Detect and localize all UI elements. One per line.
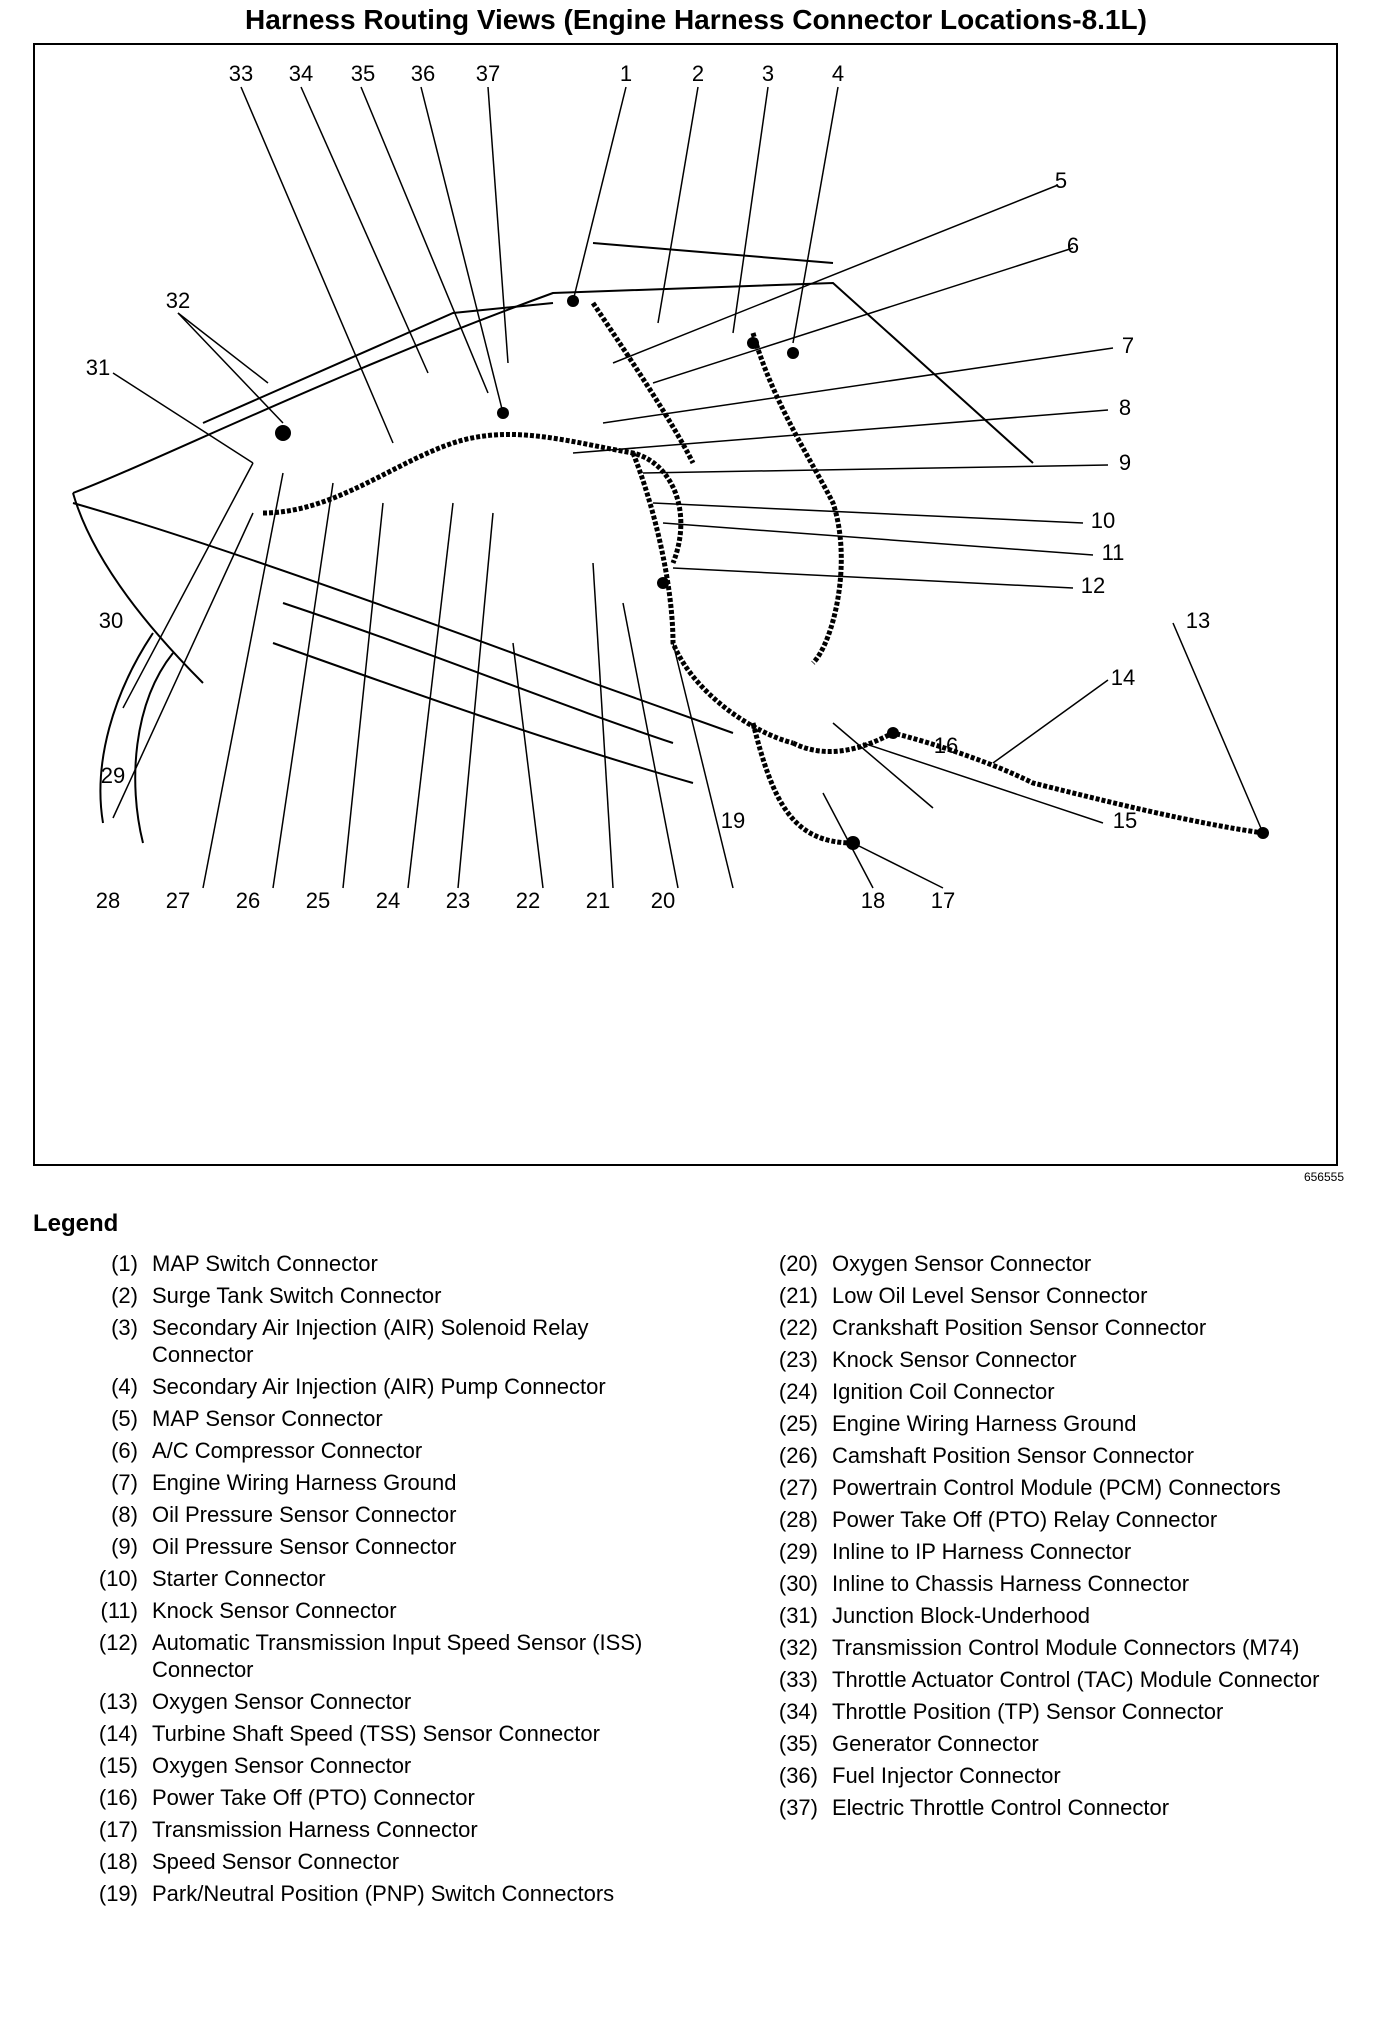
legend-item-text: Engine Wiring Harness Ground [832,1411,1137,1436]
legend-item-text: Fuel Injector Connector [832,1763,1061,1788]
legend-item-text: Automatic Transmission Input Speed Sensor (ISS) Connector [152,1630,643,1682]
connector-marker [747,337,759,349]
legend-item [80,1469,680,1496]
connector-marker [657,577,669,589]
legend-item-number: (17) [98,1817,138,1842]
legend-item [80,1629,680,1683]
legend-item-text: Junction Block-Underhood [832,1603,1091,1628]
legend-item-text: A/C Compressor Connector [152,1438,423,1463]
legend-item-text: Powertrain Control Module (PCM) Connectors [832,1475,1281,1500]
legend-item-number: (29) [778,1539,818,1564]
legend-title: Legend [33,1210,119,1237]
legend-item-number: (24) [778,1379,818,1404]
legend-item-number: (19) [98,1881,138,1906]
legend-item [80,1437,680,1464]
legend-item [80,1373,680,1400]
callout-13: 13 [1185,608,1211,633]
legend-item [760,1730,1360,1757]
callout-labels [86,61,1210,913]
legend-item-text: Crankshaft Position Sensor Connector [832,1315,1207,1340]
legend-item-number: (25) [778,1411,818,1436]
legend-item-number: (28) [778,1507,818,1532]
legend-item-text: Oil Pressure Sensor Connector [152,1502,457,1527]
legend-item [760,1378,1360,1405]
legend-item-number: (10) [98,1566,138,1591]
legend-item-number: (23) [778,1347,818,1372]
legend-item-text: Power Take Off (PTO) Connector [152,1785,475,1810]
legend-item [760,1282,1360,1309]
legend-item-number: (33) [778,1667,818,1692]
legend-item-text: Generator Connector [832,1731,1039,1756]
legend-item-text: Transmission Harness Connector [152,1817,478,1842]
figure-id: 656555 [1303,1170,1344,1184]
callout-36: 36 [410,61,436,86]
callout-32: 32 [165,288,191,313]
connector-marker [787,347,799,359]
legend-item [760,1762,1360,1789]
legend-item [760,1506,1360,1533]
legend-item-text: Power Take Off (PTO) Relay Connector [832,1507,1218,1532]
leader-lines [113,87,1263,888]
legend-item-text: Knock Sensor Connector [152,1598,397,1623]
callout-28: 28 [95,888,121,913]
legend-item-number: (27) [778,1475,818,1500]
callout-24: 24 [375,888,401,913]
legend-item [80,1250,680,1277]
legend-item-number: (31) [778,1603,818,1628]
legend-item-number: (1) [111,1251,138,1276]
legend-item-text: Engine Wiring Harness Ground [152,1470,457,1495]
legend-item-text: Oil Pressure Sensor Connector [152,1534,457,1559]
legend-item [760,1698,1360,1725]
legend-item-text: Ignition Coil Connector [832,1379,1055,1404]
callout-31: 31 [85,355,111,380]
legend-item-number: (26) [778,1443,818,1468]
callout-15: 15 [1112,808,1138,833]
legend-item [760,1314,1360,1341]
legend-item-number: (35) [778,1731,818,1756]
callout-3: 3 [761,61,775,86]
legend-item [80,1816,680,1843]
legend-item-text: Throttle Actuator Control (TAC) Module Connector [832,1667,1320,1692]
legend-item [80,1880,680,1907]
legend-item-number: (15) [98,1753,138,1778]
legend-item-text: Electric Throttle Control Connector [832,1795,1170,1820]
callout-9: 9 [1118,450,1132,475]
legend-item-text: Throttle Position (TP) Sensor Connector [832,1699,1224,1724]
callout-27: 27 [165,888,191,913]
legend-item-text: MAP Sensor Connector [152,1406,383,1431]
callout-16: 16 [933,733,959,758]
legend-item [80,1784,680,1811]
legend-item-number: (11) [100,1598,138,1623]
legend-item [80,1752,680,1779]
legend-left-column [80,1250,680,1912]
callout-19: 19 [720,808,746,833]
legend-item-text: Knock Sensor Connector [832,1347,1077,1372]
legend-item [80,1597,680,1624]
callout-29: 29 [100,763,126,788]
legend-item [760,1666,1360,1693]
callout-18: 18 [860,888,886,913]
legend-item-number: (8) [111,1502,138,1527]
legend-item-number: (13) [98,1689,138,1714]
legend-item-number: (9) [111,1534,138,1559]
legend-item [80,1565,680,1592]
legend-item-text: MAP Switch Connector [152,1251,378,1276]
callout-25: 25 [305,888,331,913]
harness-diagram [33,43,1338,1166]
callout-33: 33 [228,61,254,86]
legend-item-text: Oxygen Sensor Connector [152,1753,412,1778]
callout-8: 8 [1118,395,1132,420]
callout-22: 22 [515,888,541,913]
legend-item [80,1405,680,1432]
callout-6: 6 [1066,233,1080,258]
legend-item-number: (6) [111,1438,138,1463]
legend-item [760,1474,1360,1501]
legend-item [80,1688,680,1715]
legend-item-text: Park/Neutral Position (PNP) Switch Connectors [152,1881,615,1906]
legend-item-number: (36) [778,1763,818,1788]
legend-item-number: (3) [111,1315,138,1340]
callout-2: 2 [691,61,705,86]
callout-34: 34 [288,61,314,86]
callout-10: 10 [1090,508,1116,533]
legend-item [80,1533,680,1560]
callout-5: 5 [1054,168,1068,193]
legend-item-text: Starter Connector [152,1566,326,1591]
callout-4: 4 [831,61,845,86]
vehicle-outline [73,243,1033,843]
legend-item-text: Speed Sensor Connector [152,1849,400,1874]
legend-item-number: (2) [111,1283,138,1308]
legend-item-number: (5) [111,1406,138,1431]
callout-14: 14 [1110,665,1136,690]
legend-item [760,1602,1360,1629]
callout-35: 35 [350,61,376,86]
legend-item-number: (7) [111,1470,138,1495]
legend-item [80,1501,680,1528]
callout-26: 26 [235,888,261,913]
legend-item [760,1570,1360,1597]
legend-item-number: (4) [111,1374,138,1399]
legend-item-number: (34) [778,1699,818,1724]
legend-item-text: Low Oil Level Sensor Connector [832,1283,1148,1308]
legend-item-number: (14) [98,1721,138,1746]
callout-7: 7 [1121,333,1135,358]
legend-item [760,1538,1360,1565]
legend-item-number: (30) [778,1571,818,1596]
legend-item [760,1442,1360,1469]
legend-item-number: (18) [98,1849,138,1874]
legend-item-text: Oxygen Sensor Connector [152,1689,412,1714]
legend-item-text: Turbine Shaft Speed (TSS) Sensor Connector [152,1721,600,1746]
legend-item-text: Inline to Chassis Harness Connector [832,1571,1190,1596]
legend-item-number: (21) [778,1283,818,1308]
connector-marker [275,425,291,441]
callout-37: 37 [475,61,501,86]
callout-21: 21 [585,888,611,913]
legend-item-number: (16) [98,1785,138,1810]
legend-item [80,1720,680,1747]
legend-item-text: Transmission Control Module Connectors (M74) [832,1635,1300,1660]
legend-item [760,1794,1360,1821]
legend-item-text: Surge Tank Switch Connector [152,1283,442,1308]
callout-23: 23 [445,888,471,913]
legend-item [760,1346,1360,1373]
legend-item-number: (37) [778,1795,818,1820]
legend-item-number: (22) [778,1315,818,1340]
legend-item-number: (32) [778,1635,818,1660]
callout-17: 17 [930,888,956,913]
legend-item-number: (12) [98,1630,138,1655]
callout-11: 11 [1101,540,1125,565]
legend-item-text: Oxygen Sensor Connector [832,1251,1092,1276]
legend-item-text: Secondary Air Injection (AIR) Pump Connector [152,1374,606,1399]
legend-item-text: Secondary Air Injection (AIR) Solenoid Relay Connector [152,1315,589,1367]
legend-item-text: Inline to IP Harness Connector [832,1539,1132,1564]
legend-item [80,1314,680,1368]
legend-item [80,1848,680,1875]
legend-item [80,1282,680,1309]
legend-item-number: (20) [778,1251,818,1276]
callout-12: 12 [1080,573,1106,598]
page-title: Harness Routing Views (Engine Harness Connector Locations-8.1L) [245,4,1147,35]
legend-item [760,1634,1360,1661]
legend-right-column [760,1250,1360,1826]
legend-item-text: Camshaft Position Sensor Connector [832,1443,1194,1468]
legend-item [760,1250,1360,1277]
callout-1: 1 [619,61,633,86]
callout-20: 20 [650,888,676,913]
callout-30: 30 [98,608,124,633]
connector-marker [887,727,899,739]
legend-item [760,1410,1360,1437]
